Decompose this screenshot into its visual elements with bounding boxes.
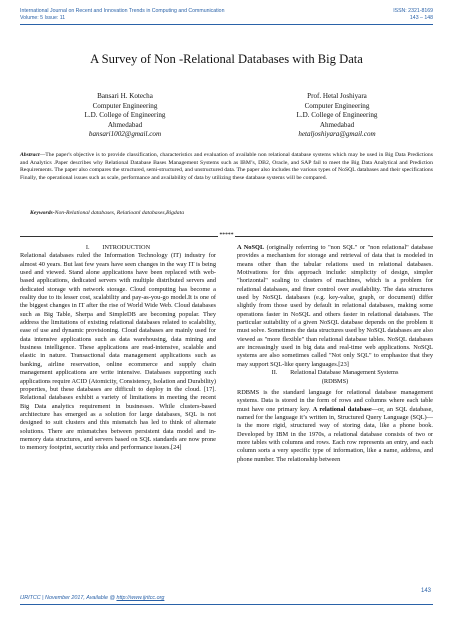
abstract-label: Abstract <box>20 152 40 158</box>
author-name: Bansari H. Kotecha <box>97 92 153 100</box>
page-range: 143 – 148 <box>409 14 433 21</box>
rdbms-heading-line2: (RDBMS) <box>321 377 349 385</box>
section-separator <box>20 232 433 240</box>
issn-number: ISSN: 2321-8169 <box>393 8 433 14</box>
paper-title: A Survey of Non -Relational Databases with Big Data <box>90 52 363 66</box>
author-dept: Computer Engineering <box>304 101 370 110</box>
nosql-paragraph <box>237 244 433 369</box>
footer <box>20 595 164 602</box>
author-email: bansari1002@gmail.com <box>88 130 162 139</box>
keywords-text: Non-Relational databases, Relatioanl databases,Bigdata <box>54 210 185 216</box>
left-column <box>20 244 216 453</box>
rdbms-heading <box>237 369 433 386</box>
footer-rule <box>20 604 433 605</box>
keywords <box>30 210 433 217</box>
intro-heading: I. INTRODUCTION <box>85 244 151 251</box>
nosql-term: A NoSQL <box>237 244 265 251</box>
page-number: 143 <box>420 588 431 594</box>
issn-block <box>353 8 433 21</box>
author-2 <box>262 92 412 140</box>
rdbms-term: A relational database <box>312 405 372 413</box>
author-college: L.D. College of Engineering <box>84 111 166 120</box>
right-column <box>237 244 433 464</box>
journal-header <box>20 8 280 21</box>
author-college: L.D. College of Engineering <box>296 111 378 120</box>
abstract-text: —The paper's objective is to provide classification, characteristics and evaluation of available non relational database systems which may be used in Big Data Predictions and Analytics .Paper describes why Relational Database Bases Management Systems such as IBM’s, DB2, Oracle, and SAP fail to meet the Big Data Analytical and Prediction Requirements. The paper also compares the structured, semi-structured, and unstructured data. The paper also includes the various types of NoSQL databases and their specifications Finally, the operational issues such as scale, performance and availability of data by utilizing these database systems will be compared. <box>20 152 433 181</box>
author-city: Ahmedabad <box>319 120 355 129</box>
keywords-label: Keywords- <box>30 210 55 216</box>
author-email: hetaljoshiyara@gmail.com <box>298 130 376 139</box>
rdbms-text-1: RDBMS is the standard language for relational database management systems. Data is stored in the form of rows and columns where each table must have one primary key. <box>237 388 433 413</box>
journal-name: International Journal on Recent and Innovation Trends in Computing and Communication <box>20 8 225 14</box>
abstract <box>20 152 433 182</box>
rdbms-heading-line1: II. Relational Database Management Systems <box>271 369 399 377</box>
author-city: Ahmedabad <box>107 120 143 129</box>
rdbms-text-2: —or, an SQL database, named for the language it’s written in, Structured Query Language (SQL)—is the more rigid, structured way of storing data, like a phone book. Developed by IBM in the 1970s, a relational database consists of two or more tables with columns and rows. Each row represents an entry, and each column sorts a very specific type of information, like a name, address, and phone number. The relationship between <box>237 405 433 463</box>
author-1 <box>50 92 200 140</box>
footer-text: IJRITCC | November 2017, Available @ <box>20 595 117 601</box>
journal-volume: Volume: 5 Issue: 11 <box>20 14 66 21</box>
separator-stars: ***** <box>219 232 234 238</box>
author-dept: Computer Engineering <box>92 101 158 110</box>
intro-paragraph: Relational databases ruled the Information Technology (IT) industry for almost 40 years. But last few years have seen changes in the way IT is being used and viewed. Stand alone applications have been replaced with web-based applications, dedicated servers with multiple distributed servers and dedicated storage with network storage. Cloud computing has become a reality due to its lesser cost, scalability and pay-as-you-go model.It is one of the biggest changes in IT after the rise of World Wide Web. Cloud databases such as Big Table, Sherpa and SimpleDB are becoming popular. They address the limitations of existing relational databases related to scalability, ease of use and dynamic provisioning. Cloud databases are mainly used for data intensive applications such as data warehousing, data mining and business intelligence. These applications are read-intensive, scalable and elastic in nature. Transactional data management applications such as banking, airline reservation, online ecommerce and supply chain management applications are write intensive. Databases supporting such applications require ACID (Atomicity, Consistency, Isolation and Durability) properties, but these databases are difficult to deploy in the cloud. [17]. Relational databases exhibit a variety of limitations in meeting the recent Big Data analytics requirement in businesses. While clusters-based architecture has emerged as a solution for large databases, SQL is not designed to suit clusters and this mismatch has led to think of alternate solutions. There are mismatches between persistent data model and in-memory data structures, and servers based on SQL standards are now prone to memory footprint, security risks and performance issues.[24] <box>20 252 216 452</box>
header-rule <box>20 24 433 25</box>
rdbms-paragraph <box>237 389 433 464</box>
nosql-text: (originally referring to "non SQL" or "non relational" database provides a mechanism for storage and retrieval of data that is modeled in means other than the tabular relations used in relational databases. Motivations for this approach include: simplicity of design, simpler "horizontal" scaling to clusters of machines, which is a problem for relational databases, and finer control over availability. The data structures used by NoSQL databases (e.g. key-value, graph, or document) differ slightly from those used by default in relational databases, making some operations faster in NoSQL and others faster in relational databases. The particular suitability of a given NoSQL database depends on the problem it must solve. Sometimes the data structures used by NoSQL databases are also viewed as "more flexible" than relational database tables. NoSQL databases are increasingly used in big data and real-time web applications. NoSQL systems are also sometimes called "Not only SQL" to emphasize that they may support SQL-like query languages.[23] <box>237 244 434 368</box>
footer-link[interactable]: http://www.ijritcc.org <box>116 595 165 601</box>
author-name: Prof. Hetal Joshiyara <box>307 92 367 100</box>
